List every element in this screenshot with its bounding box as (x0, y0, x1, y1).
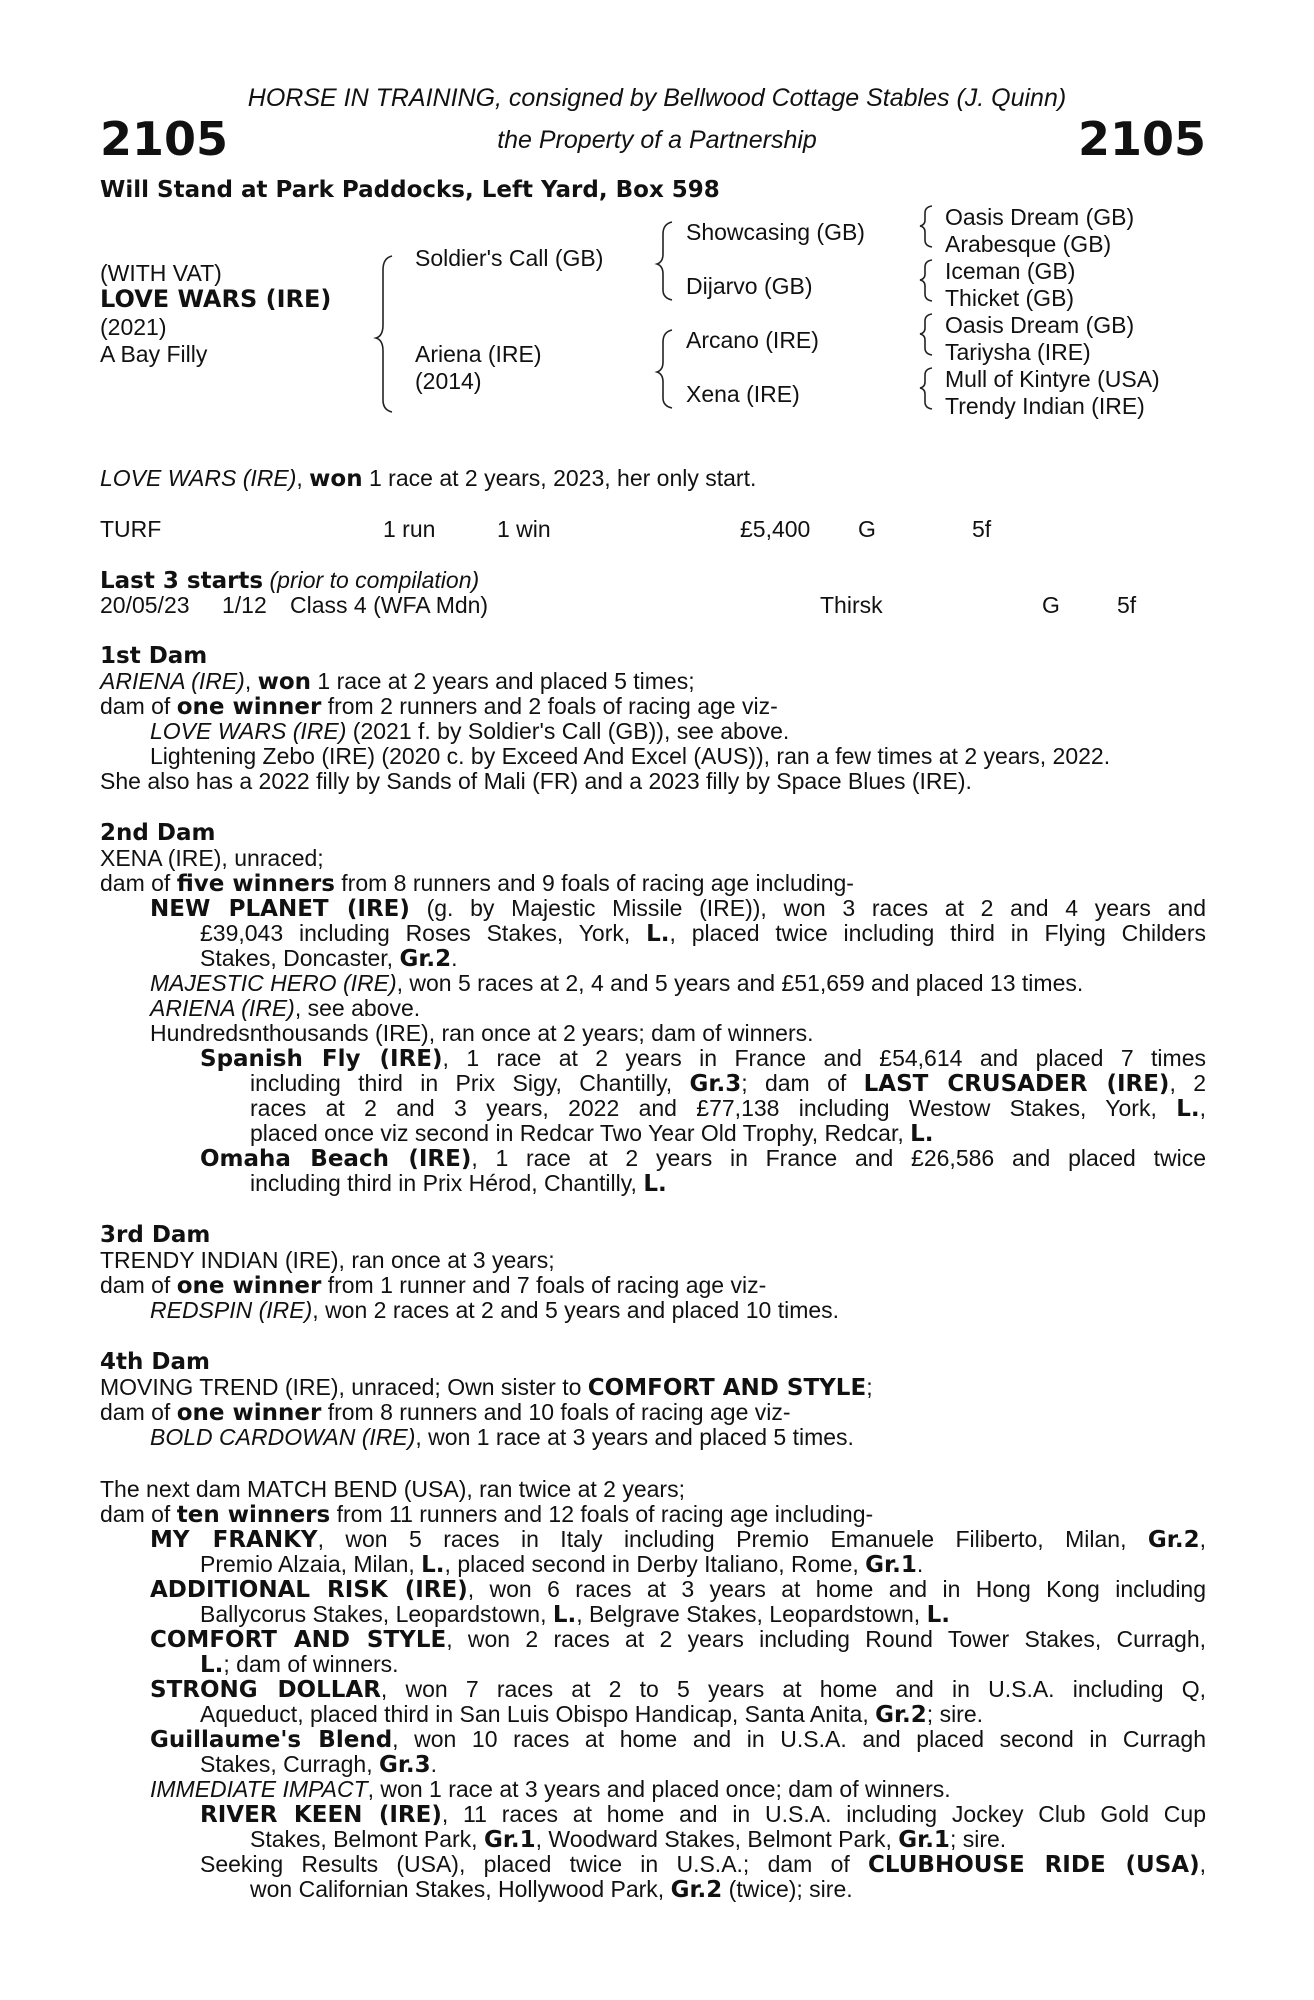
produce-seeking-results-cont: won Californian Stakes, Hollywood Park, Gr.2 (twice); sire. (250, 1876, 853, 1903)
lot-number-left: 2105 (100, 112, 229, 166)
produce-omaha-beach: Omaha Beach (IRE), 1 race at 2 years in France and £26,586 and placed twice (200, 1145, 1206, 1172)
dam1-produce-line: dam of one winner from 2 runners and 2 foals of racing age viz- (100, 693, 778, 720)
horse-description: A Bay Filly (100, 341, 208, 367)
next-dam-produce-line: dam of ten winners from 11 runners and 12 foals of racing age including- (100, 1501, 874, 1528)
ancestor-3rd-gen: Arabesque (GB) (945, 231, 1112, 257)
produce-spanish-fly-cont: placed once viz second in Redcar Two Year Old Trophy, Redcar, L. (250, 1120, 934, 1147)
dam4-produce-line: dam of one winner from 8 runners and 10 foals of racing age viz- (100, 1399, 791, 1426)
produce-seeking-results: Seeking Results (USA), placed twice in U.S.A.; dam of CLUBHOUSE RIDE (USA), (200, 1851, 1206, 1878)
summary-won: won (309, 466, 363, 492)
record-runs: 1 run (383, 516, 436, 542)
produce-redspin: REDSPIN (IRE), won 2 races at 2 and 5 years and placed 10 times. (150, 1297, 840, 1323)
dam4-line: MOVING TREND (IRE), unraced; Own sister to COMFORT AND STYLE; (100, 1374, 873, 1401)
consignment-line: HORSE IN TRAINING, consigned by Bellwood Cottage Stables (J. Quinn) (247, 84, 1067, 112)
dam-sire: Arcano (IRE) (686, 327, 819, 353)
last-starts-heading: Last 3 starts (prior to compilation) (100, 567, 480, 594)
start-going: G (1042, 592, 1060, 618)
produce-spanish-fly-cont: races at 2 and 3 years, 2022 and £77,138 including Westow Stakes, York, L., (250, 1095, 1206, 1122)
ancestor-3rd-gen: Thicket (GB) (945, 285, 1075, 311)
produce-additional-risk: ADDITIONAL RISK (IRE), won 6 races at 3 years at home and in Hong Kong including (150, 1576, 1207, 1603)
produce-immediate-impact: IMMEDIATE IMPACT, won 1 race at 3 years and placed once; dam of winners. (150, 1776, 951, 1802)
record-going: G (858, 516, 876, 542)
dam2-heading: 2nd Dam (100, 820, 216, 846)
record-distance: 5f (972, 516, 992, 542)
ancestor-3rd-gen: Tariysha (IRE) (945, 339, 1091, 365)
record-wins: 1 win (497, 516, 551, 542)
ancestor-3rd-gen: Trendy Indian (IRE) (945, 393, 1145, 419)
summary-horse-name: LOVE WARS (IRE) (100, 465, 297, 491)
sire-dam: Dijarvo (GB) (686, 273, 813, 299)
dam1-line: ARIENA (IRE), won 1 race at 2 years and placed 5 times; (100, 668, 695, 695)
start-date: 20/05/23 (100, 592, 190, 618)
start-position: 1/12 (222, 592, 267, 618)
produce-additional-risk-cont: Ballycorus Stakes, Leopardstown, L., Belgrave Stakes, Leopardstown, L. (200, 1601, 950, 1628)
next-dam-line: The next dam MATCH BEND (USA), ran twice at 2 years; (100, 1476, 685, 1502)
ancestor-3rd-gen: Oasis Dream (GB) (945, 312, 1135, 338)
produce-my-franky: MY FRANKY, won 5 races in Italy including Premio Emanuele Filiberto, Milan, Gr.2, (150, 1526, 1206, 1553)
start-course: Thirsk (820, 592, 883, 618)
lot-number-right: 2105 (1077, 112, 1206, 166)
produce-majestic-hero: MAJESTIC HERO (IRE), won 5 races at 2, 4 and 5 years and £51,659 and placed 13 times. (150, 970, 1084, 996)
produce-new-planet-cont: £39,043 including Roses Stakes, York, L., placed twice including third in Flying Childers (200, 920, 1206, 947)
horse-name: LOVE WARS (IRE) (100, 285, 332, 313)
summary-rest: 1 race at 2 years, 2023, her only start. (362, 465, 757, 491)
produce-new-planet-cont: Stakes, Doncaster, Gr.2. (200, 945, 458, 972)
dam1-foals-note: She also has a 2022 filly by Sands of Mali (FR) and a 2023 filly by Space Blues (IRE). (100, 768, 972, 794)
produce-comfort-and-style-cont: L.; dam of winners. (200, 1651, 399, 1678)
dam2-line: XENA (IRE), unraced; (100, 845, 324, 871)
sire-sire: Showcasing (GB) (686, 219, 865, 245)
sire: Soldier's Call (GB) (415, 245, 604, 271)
produce-spanish-fly-cont: including third in Prix Sigy, Chantilly, Gr.3; dam of LAST CRUSADER (IRE), 2 (250, 1070, 1206, 1097)
produce-river-keen: RIVER KEEN (IRE), 11 races at home and in U.S.A. including Jockey Club Gold Cup (200, 1801, 1207, 1828)
record-prize: £5,400 (740, 516, 811, 542)
dam3-heading: 3rd Dam (100, 1222, 211, 1248)
produce-river-keen-cont: Stakes, Belmont Park, Gr.1, Woodward Stakes, Belmont Park, Gr.1; sire. (250, 1826, 1007, 1853)
produce-ariena: ARIENA (IRE), see above. (150, 995, 421, 1021)
stand-location: Will Stand at Park Paddocks, Left Yard, Box 598 (100, 177, 720, 203)
horse-year: (2021) (100, 314, 167, 340)
dam3-produce-line: dam of one winner from 1 runner and 7 foals of racing age viz- (100, 1272, 767, 1299)
produce-guillaumes-blend: Guillaume's Blend, won 10 races at home and in U.S.A. and placed second in Curragh (150, 1726, 1206, 1753)
record-surface: TURF (100, 516, 162, 542)
produce-spanish-fly: Spanish Fly (IRE), 1 race at 2 years in France and £54,614 and placed 7 times (200, 1045, 1206, 1072)
dam3-line: TRENDY INDIAN (IRE), ran once at 3 years; (100, 1247, 555, 1273)
start-distance: 5f (1117, 592, 1137, 618)
dam4-heading: 4th Dam (100, 1349, 210, 1375)
dam1-produce-item: Lightening Zebo (IRE) (2020 c. by Exceed And Excel (AUS)), ran a few times at 2 years, 2022. (150, 743, 1111, 769)
dam-dam: Xena (IRE) (686, 381, 800, 407)
produce-hundredsnthousands: Hundredsnthousands (IRE), ran once at 2 years; dam of winners. (150, 1020, 814, 1046)
dam1-heading: 1st Dam (100, 643, 208, 669)
ancestor-3rd-gen: Oasis Dream (GB) (945, 204, 1135, 230)
produce-strong-dollar-cont: Aqueduct, placed third in San Luis Obispo Handicap, Santa Anita, Gr.2; sire. (200, 1701, 984, 1728)
dam-year: (2014) (415, 368, 482, 394)
produce-my-franky-cont: Premio Alzaia, Milan, L., placed second in Derby Italiano, Rome, Gr.1. (200, 1551, 924, 1578)
produce-bold-cardowan: BOLD CARDOWAN (IRE), won 1 race at 3 years and placed 5 times. (150, 1424, 854, 1450)
start-race-class: Class 4 (WFA Mdn) (290, 592, 489, 618)
produce-omaha-beach-cont: including third in Prix Hérod, Chantilly, L. (250, 1170, 667, 1197)
ancestor-3rd-gen: Mull of Kintyre (USA) (945, 366, 1160, 392)
vat-note: (WITH VAT) (100, 260, 222, 286)
produce-comfort-and-style: COMFORT AND STYLE, won 2 races at 2 years including Round Tower Stakes, Curragh, (150, 1626, 1206, 1653)
dam1-produce-item: LOVE WARS (IRE) (2021 f. by Soldier's Call (GB)), see above. (150, 718, 790, 744)
produce-guillaumes-blend-cont: Stakes, Curragh, Gr.3. (200, 1751, 438, 1778)
produce-new-planet: NEW PLANET (IRE) (g. by Majestic Missile (IRE)), won 3 races at 2 and 4 years and (150, 895, 1206, 922)
property-line: the Property of a Partnership (497, 126, 817, 154)
race-summary: LOVE WARS (IRE), won 1 race at 2 years, 2023, her only start. (100, 465, 757, 492)
dam2-produce-line: dam of five winners from 8 runners and 9 foals of racing age including- (100, 870, 854, 897)
dam: Ariena (IRE) (415, 341, 542, 367)
produce-strong-dollar: STRONG DOLLAR, won 7 races at 2 to 5 years at home and in U.S.A. including Q, (150, 1676, 1206, 1703)
ancestor-3rd-gen: Iceman (GB) (945, 258, 1076, 284)
